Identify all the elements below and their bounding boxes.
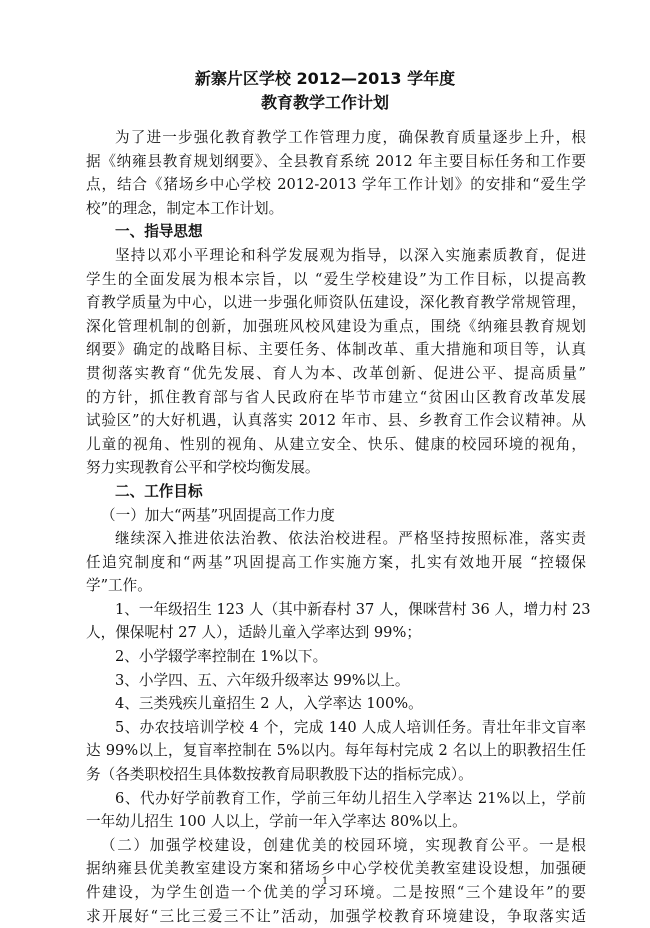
list-item: 2、小学辍学率控制在 1%以下。 <box>115 648 328 666</box>
document-body <box>86 126 591 928</box>
section-heading: 一、指导思想 <box>115 223 203 241</box>
text-line: 贯彻落实教育“优先发展、育人为本、改革创新、促进公平、提高质量” <box>86 364 586 382</box>
text-line: 人，倮保呢村 27 人），适龄儿童入学率达到 99%； <box>86 624 421 642</box>
text-line: 学生的全面发展为根本宗旨，以 “爱生学校建设”为工作目标，以提高教 <box>86 270 586 288</box>
text-line: 坚持以邓小平理论和科学发展观为指导，以深入实施素质教育，促进 <box>115 246 586 264</box>
list-item: 3、小学四、五、六年级升级率达 99%以上。 <box>115 671 410 689</box>
text-line: 一年幼儿招生 100 人以上，学前一年入学率达 80%以上。 <box>86 813 467 831</box>
list-item: 1、一年级招生 123 人（其中新春村 37 人，倮咪营村 36 人，增力村 23 <box>115 600 591 618</box>
document-title: 新寨片区学校 2012—2013 学年度 <box>194 69 456 88</box>
list-item: 6、代办好学前教育工作，学前三年幼儿招生入学率达 21%以上，学前 <box>115 789 586 807</box>
text-line: 为了进一步强化教育教学工作管理力度，确保教育质量逐步上升，根 <box>115 129 586 146</box>
text-line: 据《纳雍县教育规划纲要》、全县教育系统 2012 年主要目标任务和工作要 <box>86 152 586 170</box>
text-line: 点，结合《猪场乡中心学校 2012-2013 学年工作计划》的安排和“爱生学 <box>86 176 586 194</box>
list-item: 4、三类残疾儿童招生 2 人，入学率达 100%。 <box>115 695 423 713</box>
text-line: 任追究制度和“两基”巩固提高工作实施方案，扎实有效地开展 “控辍保 <box>86 553 586 571</box>
text-line: 学”工作。 <box>86 577 152 595</box>
text-line: 据纳雍县优美教室建设方案和猪场乡中心学校优美教室建设设想，加强硬 <box>86 860 586 878</box>
text-line: 儿童的视角、性别的视角、从建立安全、快乐、健康的校园环境的视角， <box>86 435 586 453</box>
document-subtitle: 教育教学工作计划 <box>260 93 389 112</box>
text-line: 试验区”的大好机遇，认真落实 2012 年市、县、乡教育工作会议精神。从 <box>86 412 586 430</box>
text-line: 纲要》确定的战略目标、主要任务、体制改革、重大措施和项目等，认真 <box>86 341 586 359</box>
text-line: 校”的理念，制定本工作计划。 <box>86 199 284 217</box>
text-line: 育教学质量为中心，以进一步强化师资队伍建设，深化教育教学常规管理， <box>86 294 586 312</box>
text-line: 继续深入推进依法治教、依法治校进程。严格坚持按照标准，落实责 <box>115 530 586 548</box>
text-line: 努力实现教育公平和学校均衡发展。 <box>86 459 320 477</box>
subsection-heading: （一）加大“两基”巩固提高工作力度 <box>101 506 335 524</box>
subsection-heading: （二）加强学校建设，创建优美的校园环境，实现教育公平。一是根 <box>101 836 586 854</box>
text-line: 达 99%以上，复盲率控制在 5%以内。每年每村完成 2 名以上的职教招生任 <box>86 742 586 760</box>
text-line: 深化管理机制的创新，加强班风校风建设为重点，围绕《纳雍县教育规划 <box>86 317 586 335</box>
text-line: 的方针，抓住教育部与省人民政府在毕节市建立“贫困山区教育改革发展 <box>86 388 586 406</box>
text-line: 务（各类职校招生具体数按教育局职教股下达的指标完成）。 <box>86 766 473 784</box>
text-line: 件建设，为学生创造一个优美的学习环境。二是按照“三个建设年”的要 <box>86 884 586 901</box>
page-number: 1 <box>321 876 329 887</box>
section-heading: 二、工作目标 <box>115 482 203 500</box>
list-item: 5、办农技培训学校 4 个，完成 140 人成人培训任务。青壮年非文盲率 <box>115 718 586 736</box>
text-line: 求开展好“三比三爱三不让”活动，加强学校教育环境建设，争取落实适 <box>86 907 586 925</box>
